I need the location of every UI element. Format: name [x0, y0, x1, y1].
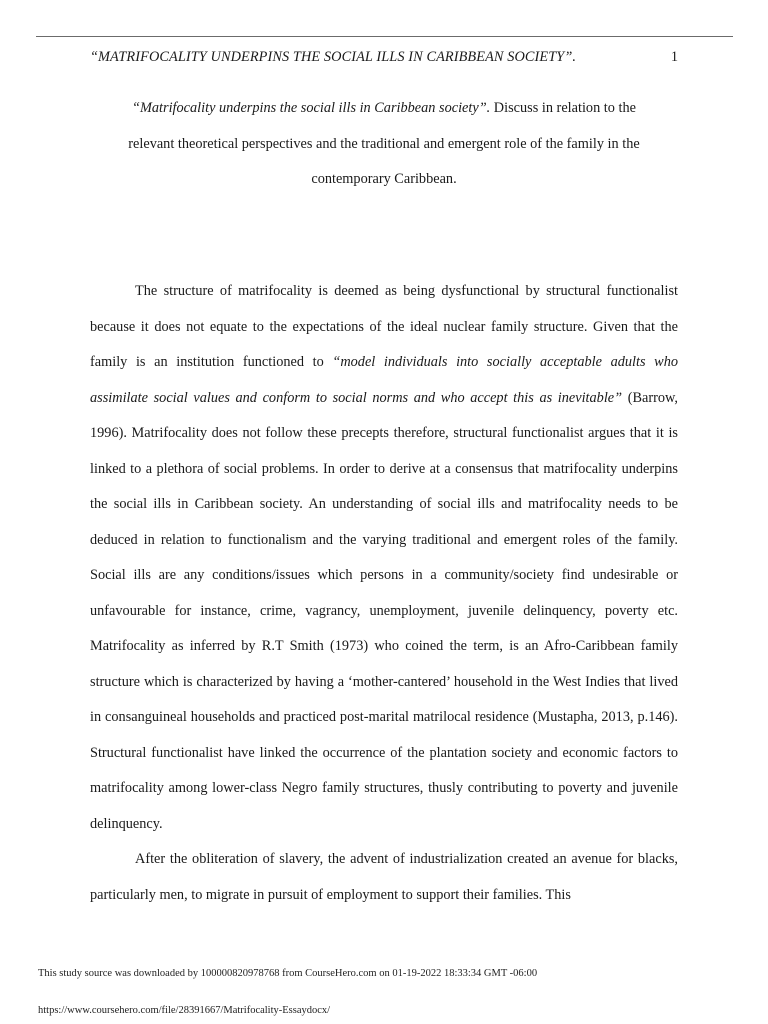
title-line-3: contemporary Caribbean. — [311, 171, 457, 187]
title-line-1-rest: Discuss in relation to the — [490, 100, 636, 116]
essay-title — [90, 91, 678, 198]
barrow-quote: “model individuals into socially acceptable adults who assimilate social values and conform to social norms and who accept this as inevitable” — [90, 354, 678, 406]
running-title: “MATRIFOCALITY UNDERPINS THE SOCIAL ILLS IN CARIBBEAN SOCIETY”. — [90, 49, 577, 65]
paragraph-1-text-b: (Barrow, 1996). Matrifocality does not follow these precepts therefore, structural functionalist argues that it is linked to a plethora of social problems. In order to derive at a consensus that matrifocality underpins the social ills in Caribbean society. An understanding of social ills and matrifocality needs to be deduced in relation to functionalism and the varying traditional and emergent roles of the family. Social ills are any conditions/issues which persons in a community/society find undesirable or unfavourable for instance, crime, vagrancy, unemployment, juvenile delinquency, poverty etc. Matrifocality as inferred by R.T Smith (1973) who coined the term, is an Afro-Caribbean family structure which is characterized by having a ‘mother-cantered’ household in the West Indies that lived in consanguineal households and practiced post-marital matrilocal residence (Mustapha, 2013, p.146). Structural functionalist have linked the occurrence of the plantation society and economic factors to matrifocality among lower-class Negro family structures, thusly contributing to poverty and juvenile delinquency. — [90, 389, 679, 832]
paragraph-1-text-a: The structure of matrifocality is deemed as being dysfunctional by structural functionalist because it does not equate to the expectations of the ideal nuclear family structure. Given that the family is an institution functioned to — [90, 283, 678, 370]
title-line-2: relevant theoretical perspectives and the traditional and emergent role of the family in the — [128, 135, 640, 152]
page-number: 1 — [670, 49, 678, 65]
source-url[interactable]: https://www.coursehero.com/file/28391667/Matrifocality-Essaydocx/ — [38, 1005, 331, 1016]
download-notice: This study source was downloaded by 100000820978768 from CourseHero.com on 01-19-2022 18:33:34 GMT -06:00 — [38, 968, 538, 979]
running-header — [90, 47, 678, 67]
paragraph-2: After the obliteration of slavery, the advent of industrialization created an avenue for blacks, particularly men, to migrate in pursuit of employment to support their families. This — [90, 851, 678, 903]
title-line-1 — [90, 91, 678, 127]
title-quote: “Matrifocality underpins the social ills in Caribbean society”. — [132, 100, 491, 116]
paragraph-1 — [90, 274, 678, 842]
essay-body — [90, 274, 678, 913]
header-rule — [36, 36, 733, 37]
